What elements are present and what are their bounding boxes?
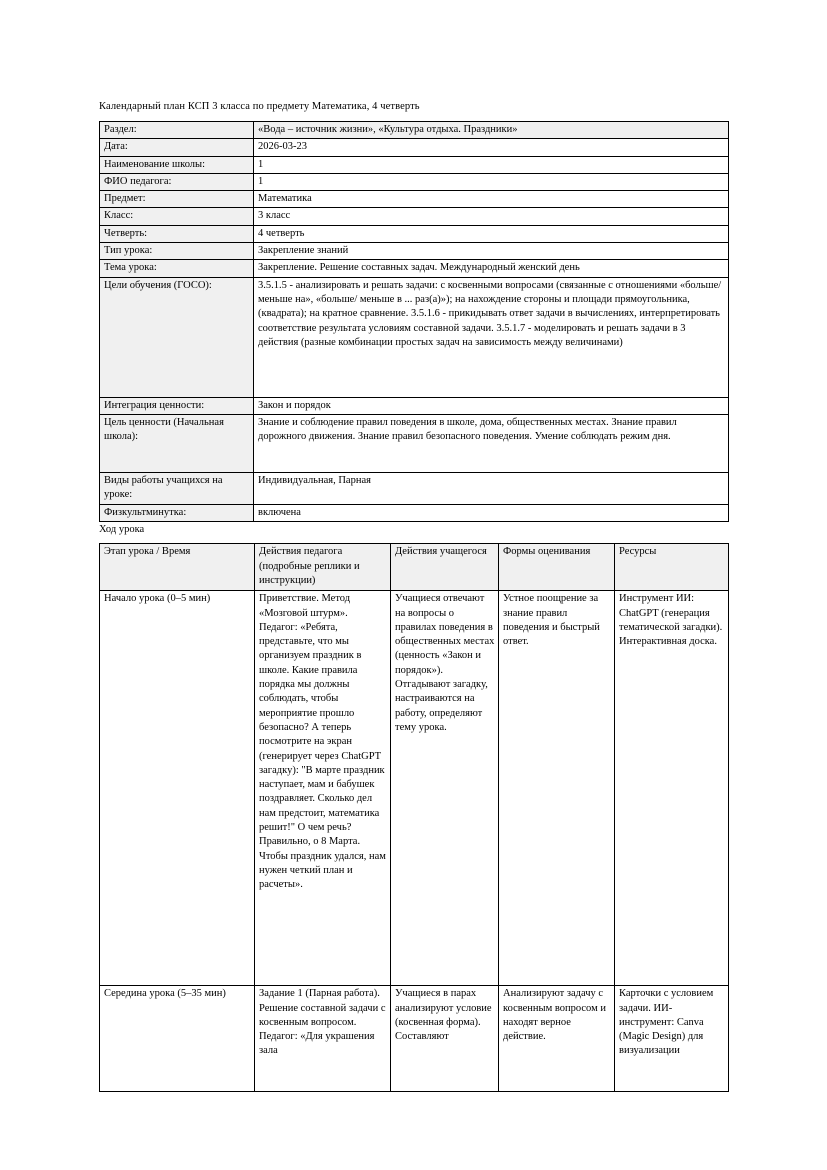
- table-row: [100, 986, 729, 1092]
- page-title: Календарный план КСП 3 класса по предмету Математика, 4 четверть: [99, 101, 420, 112]
- table-row: [100, 591, 729, 986]
- table-row: [100, 277, 729, 397]
- info-value: включена: [254, 504, 729, 521]
- cell-student-actions: Учащиеся в парах анализируют условие (косвенная форма). Составляют: [391, 986, 499, 1092]
- table-row: [100, 208, 729, 225]
- cell-teacher-actions: Приветствие. Метод «Мозговой штурм». Педагог: «Ребята, представьте, что мы организуем праздник в школе. Какие правила порядка мы должны соблюдать, чтобы мероприятие прошло безопасно? А теперь посмотрите на экран (генерирует через ChatGPT загадку): "В марте праздник наступает, мам и бабушек поздравляет. Сколько дел нам предстоит, математика решит!" О чем речь? Правильно, о 8 Марта. Чтобы праздник удался, нам нужен четкий план и расчеты».: [255, 591, 391, 986]
- info-value: 4 четверть: [254, 225, 729, 242]
- column-header-teacher: Действия педагога (подробные реплики и инструкции): [255, 544, 391, 591]
- info-value: 2026-03-23: [254, 139, 729, 156]
- info-value: Закрепление. Решение составных задач. Международный женский день: [254, 260, 729, 277]
- info-label: Дата:: [100, 139, 254, 156]
- cell-resources: Инструмент ИИ: ChatGPT (генерация тематической загадки). Интерактивная доска.: [615, 591, 729, 986]
- info-value: Индивидуальная, Парная: [254, 472, 729, 504]
- column-header-student: Действия учащегося: [391, 544, 499, 591]
- info-value: 3 класс: [254, 208, 729, 225]
- info-label: Предмет:: [100, 191, 254, 208]
- table-row: [100, 397, 729, 414]
- column-header-resources: Ресурсы: [615, 544, 729, 591]
- info-label: Тема урока:: [100, 260, 254, 277]
- lesson-info-table: [99, 121, 729, 522]
- cell-assessment: Анализируют задачу с косвенным вопросом и находят верное действие.: [499, 986, 615, 1092]
- column-header-stage: Этап урока / Время: [100, 544, 255, 591]
- table-row: [100, 414, 729, 472]
- info-label: Раздел:: [100, 122, 254, 139]
- lesson-flow-table: [99, 543, 729, 1092]
- info-value: Закон и порядок: [254, 397, 729, 414]
- info-label: Класс:: [100, 208, 254, 225]
- table-row: [100, 472, 729, 504]
- info-label: Цели обучения (ГОСО):: [100, 277, 254, 397]
- cell-stage: Середина урока (5–35 мин): [100, 986, 255, 1092]
- table-row: [100, 225, 729, 242]
- section-caption: Ход урока: [99, 524, 145, 536]
- table-row: [100, 173, 729, 190]
- info-value: Знание и соблюдение правил поведения в школе, дома, общественных местах. Знание правил дорожного движения. Знание правил безопасного поведения. Умение соблюдать режим дня.: [254, 414, 729, 472]
- table-row: [100, 191, 729, 208]
- info-label: Четверть:: [100, 225, 254, 242]
- lesson-flow-body: [100, 591, 729, 1092]
- info-label: ФИО педагога:: [100, 173, 254, 190]
- table-row: [100, 260, 729, 277]
- info-label: Тип урока:: [100, 243, 254, 260]
- info-label: Интеграция ценности:: [100, 397, 254, 414]
- table-row: [100, 243, 729, 260]
- info-label: Виды работы учащихся на уроке:: [100, 472, 254, 504]
- info-label: Наименование школы:: [100, 156, 254, 173]
- table-header-row: [100, 544, 729, 591]
- info-label: Цель ценности (Начальная школа):: [100, 414, 254, 472]
- info-label: Физкультминутка:: [100, 504, 254, 521]
- cell-stage: Начало урока (0–5 мин): [100, 591, 255, 986]
- cell-student-actions: Учащиеся отвечают на вопросы о правилах поведения в общественных местах (ценность «Закон и порядок»). Отгадывают загадку, настраиваются на работу, определяют тему урока.: [391, 591, 499, 986]
- column-header-assessment: Формы оценивания: [499, 544, 615, 591]
- lesson-flow-head: [100, 544, 729, 591]
- info-value: 1: [254, 156, 729, 173]
- cell-assessment: Устное поощрение за знание правил поведения и быстрый ответ.: [499, 591, 615, 986]
- info-value: Закрепление знаний: [254, 243, 729, 260]
- table-row: [100, 156, 729, 173]
- cell-resources: Карточки с условием задачи. ИИ-инструмент: Canva (Magic Design) для визуализации: [615, 986, 729, 1092]
- info-value: «Вода – источник жизни», «Культура отдыха. Праздники»: [254, 122, 729, 139]
- info-value: Математика: [254, 191, 729, 208]
- info-value: 1: [254, 173, 729, 190]
- table-row: [100, 504, 729, 521]
- info-value: 3.5.1.5 - анализировать и решать задачи: с косвенными вопросами (связанные с отношениями «больше/ меньше на», «больше/ меньше в ... раз(а)»); на нахождение стороны и площади прямоугольника, (квадрата); на кратное сравнение. 3.5.1.6 - прикидывать ответ задачи в вычислениях, интерпретировать соответствие результата условиям составной задачи. 3.5.1.7 - моделировать и решать задачи в 3 действия (разные комбинации простых задач на зависимость между величинами): [254, 277, 729, 397]
- table-row: [100, 139, 729, 156]
- table-row: [100, 122, 729, 139]
- lesson-info-body: [100, 122, 729, 522]
- cell-teacher-actions: Задание 1 (Парная работа). Решение составной задачи с косвенным вопросом. Педагог: «Для украшения зала: [255, 986, 391, 1092]
